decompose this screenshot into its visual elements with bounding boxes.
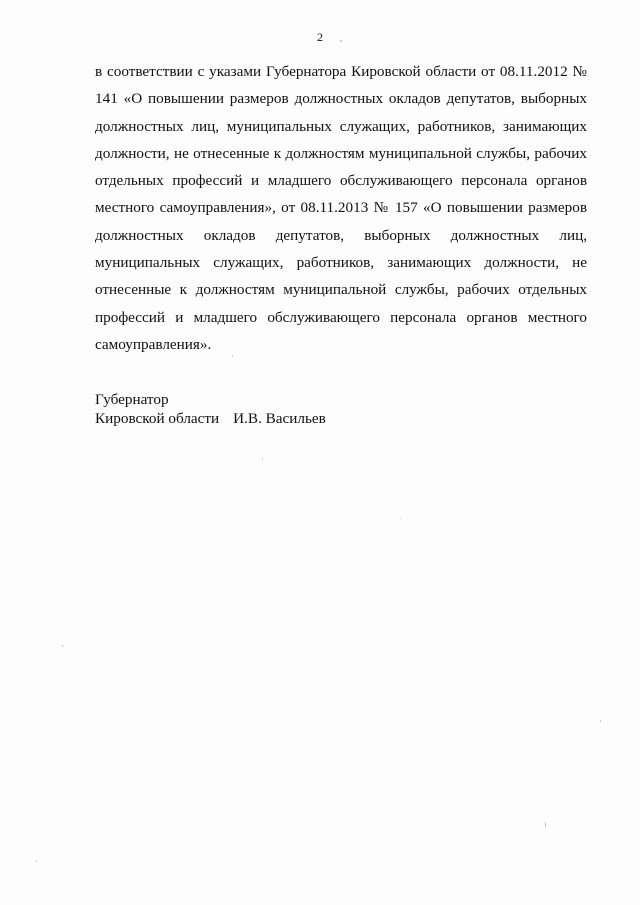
scan-speck (600, 720, 601, 722)
signature-title-line1: Губернатор (95, 391, 169, 408)
scan-speck (262, 458, 263, 460)
scan-speck (62, 645, 63, 647)
scan-speck (36, 860, 37, 862)
scan-speck (545, 822, 546, 828)
scan-speck (340, 40, 342, 42)
scan-speck (232, 355, 233, 357)
page-number: 2 (317, 30, 323, 44)
scan-speck (400, 518, 401, 519)
signature-title-line2: Кировской области (95, 410, 220, 427)
body-paragraph: в соответствии с указами Губернатора Кировской области от 08.11.2012 № 141 «О повышении размеров должностных окладов депутатов, выборных должностных лиц, муниципальных служащих, работников, занимающих должности, не отнесенные к должностям муниципальной службы, рабочих отдельных профессий и младшего обслуживающего персонала органов местного самоуправления», от 08.11.2013 № 157 «О повышении размеров должностных окладов депутатов, выборных должностных лиц, муниципальных служащих, работников, занимающих должности, не отнесенные к должностям муниципальной службы, рабочих отдельных профессий и младшего обслуживающего персонала органов местного самоуправления». (95, 63, 587, 353)
signature-title-line2-row (95, 409, 326, 428)
signature-name: И.В. Васильев (233, 410, 326, 427)
signature-block (95, 390, 326, 428)
